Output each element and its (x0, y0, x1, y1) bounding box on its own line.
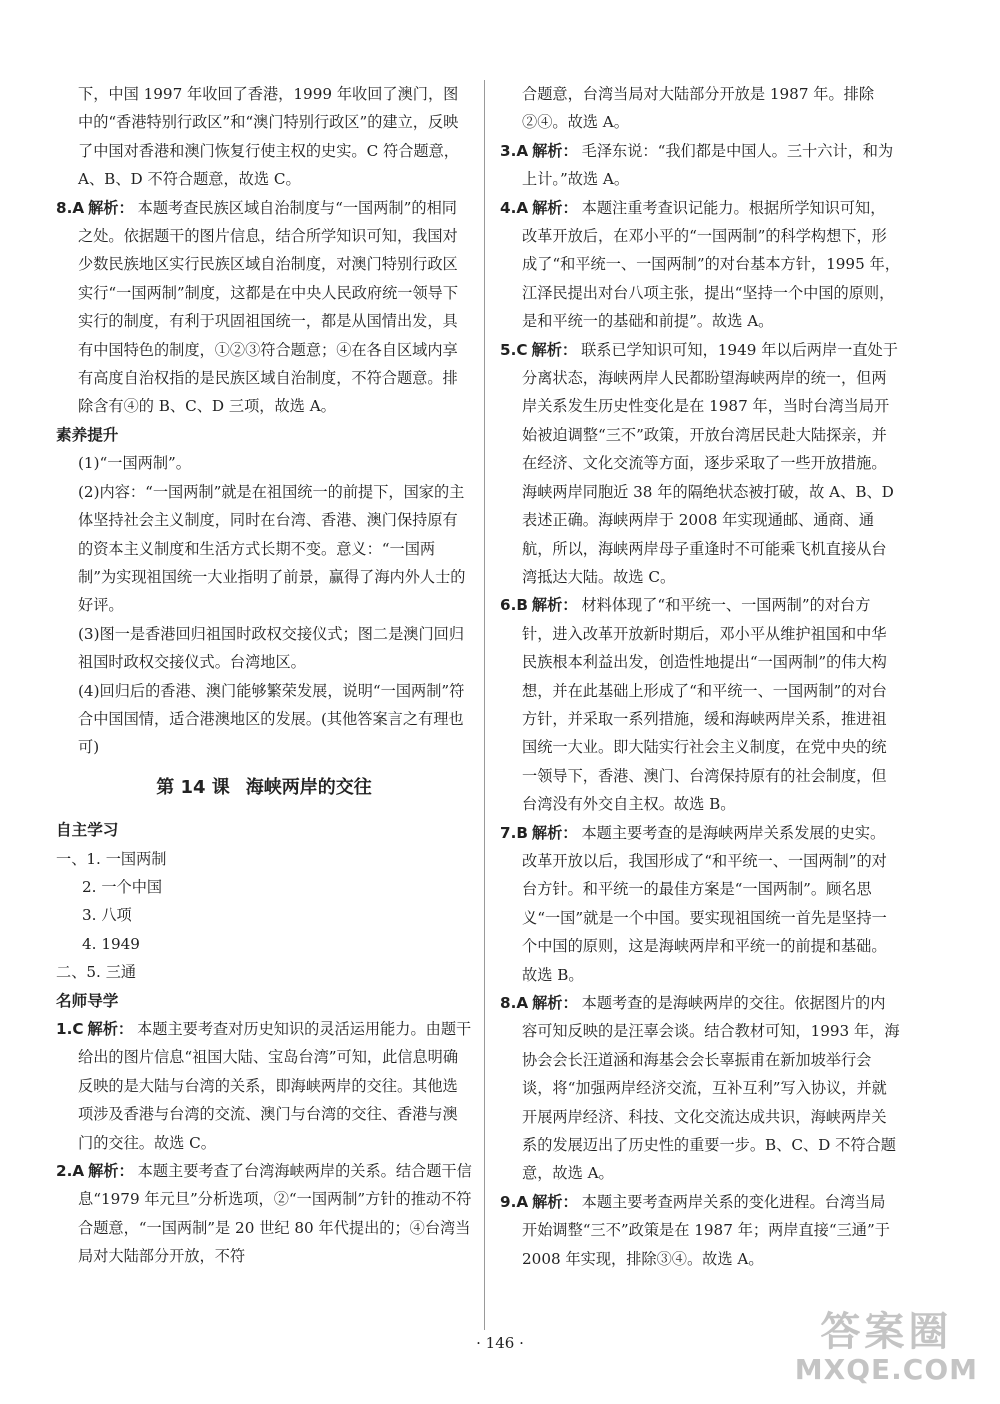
suyang-answer-3: (3)图一是香港回归祖国时政权交接仪式；图二是澳门回归祖国时政权交接仪式。台湾地区。 (78, 624, 465, 672)
item-answer: A (516, 1192, 529, 1211)
analysis-text: 本题考查民族区域自治制度与“一国两制”的相同之处。依据题干的图片信息，结合所学知识可知，我国对少数民族地区实行民族区域自治制度，对澳门特别行政区实行“一国两制”制度，这都是在中央人民政府统一领导下实行的制度，有利于巩固祖国统一，都是从国情出发，具有中国特色的制度，①②③符合题意；④在各自区域内享有高度自治权指的是民族区域自治制度，不符合题意。排除含有④的 B、C、D 三项，故选 A。 (78, 198, 459, 416)
answer-item-2 (56, 1157, 472, 1271)
item-number: 6. (500, 596, 517, 615)
analysis-label: 解析： (532, 1192, 578, 1211)
analysis-label: 解析： (87, 1020, 134, 1038)
watermark-text: 答案圈 (820, 1309, 953, 1355)
suyang-answer-2: (2)内容：“一国两制”就是在祖国统一的前提下，国家的主体坚持社会主义制度，同时在台湾、香港、澳门保持原有的资本主义制度和生活方式长期不变。意义：“一国两制”为实现祖国统一大业指明了前景，赢得了海内外人士的好评。 (78, 482, 466, 615)
item-answer: B (516, 596, 528, 615)
answer-item-8-right (500, 989, 900, 1188)
analysis-text: 本题考查的是海峡两岸的交往。依据图片的内容可知反映的是汪辜会谈。结合教材可知，1993 年，海协会会长汪道涵和海基会会长辜振甫在新加坡举行会谈，将“加强两岸经济交流，互补互利”写入协议，并就开展两岸经济、科技、文化交流达成共识，海峡两岸关系的发展迈出了历史性的重要一步。B、C、D 不符合题意，故选 A。 (522, 994, 900, 1183)
item-number: 9. (500, 1192, 517, 1211)
item-number: 5. (500, 340, 517, 359)
item-number: 7. (500, 823, 517, 842)
right-column (500, 80, 900, 1273)
answer-item-5 (500, 336, 900, 592)
zizhu-answer-5: 二、5. 三通 (56, 963, 137, 982)
zizhu-answer-4: 4. 1949 (82, 934, 140, 953)
left-column (56, 80, 472, 1271)
answer-item-8-left (56, 194, 472, 421)
analysis-label: 解析： (532, 141, 578, 160)
item-answer: A (516, 198, 529, 217)
answer-item-3 (500, 137, 900, 194)
item-answer: A (516, 994, 529, 1012)
answer-item-6 (500, 591, 900, 818)
continued-answer-2: 合题意，台湾当局对大陆部分开放是 1987 年。排除②④。故选 A。 (522, 85, 875, 132)
analysis-text: 本题主要考查的是海峡两岸关系发展的史实。改革开放以后，我国形成了“和平统一、一国两制”的对台方针。和平统一的最佳方案是“一国两制”。顾名思义“一国”就是一个中国。要实现祖国统一首先是坚持一个中国的原则，这是海峡两岸和平统一的前提和基础。故选 B。 (522, 823, 887, 984)
analysis-text: 联系已学知识可知，1949 年以后两岸一直处于分离状态，海峡两岸人民都盼望海峡两岸的统一，但两岸关系发生历史性变化是在 1987 年，当时台湾当局开始被迫调整“三不”政策，开放台湾居民赴大陆探亲，并在经济、文化交流等方面，逐步采取了一些开放措施。海峡两岸同胞近 38 年的隔绝状态被打破，故 A、B、D 表述正确。海峡两岸于 2008 年实现通邮、通商、通航，所以，海峡两岸母子重逢时不可能乘飞机直接从台湾抵达大陆。故选 C。 (522, 340, 898, 586)
item-answer: A (72, 1162, 85, 1181)
page-number: · 146 · (476, 1334, 524, 1352)
analysis-text: 本题主要考查了台湾海峡两岸的关系。结合题干信息“1979 年元旦”分析选项，②“一国两制”方针的推动不符合题意，“一国两制”是 20 世纪 80 年代提出的；④台湾当局对大陆部分开放，不符 (78, 1162, 472, 1266)
section-heading-suyang: 素养提升 (56, 425, 119, 444)
continued-answer-7: 下，中国 1997 年收回了香港，1999 年收回了澳门，图中的“香港特别行政区”和“澳门特别行政区”的建立，反映了中国对香港和澳门恢复行使主权的史实。C 符合题意，A、B、D 不符合题意，故选 C。 (78, 85, 459, 189)
item-number: 1. (56, 1020, 73, 1038)
lesson-name: 海峡两岸的交往 (245, 776, 372, 798)
column-divider (484, 80, 485, 1330)
analysis-text: 本题主要考查对历史知识的灵活运用能力。由题干给出的图片信息“祖国大陆、宝岛台湾”可知，此信息明确反映的是大陆与台湾的关系，即海峡两岸的交往。其他选项涉及香港与台湾的交流、澳门与台湾的交往、香港与澳门的交往。故选 C。 (78, 1020, 472, 1152)
analysis-label: 解析： (532, 198, 578, 217)
item-number: 3. (500, 141, 517, 160)
item-answer: A (516, 141, 529, 160)
item-number: 8. (56, 198, 73, 217)
item-number: 4. (500, 198, 517, 217)
item-number: 2. (56, 1162, 73, 1181)
zizhu-answer-3: 3. 八项 (82, 906, 132, 925)
suyang-answer-4: (4)回归后的香港、澳门能够繁荣发展，说明“一国两制”符合中国国情，适合港澳地区的发展。(其他答案言之有理也可) (78, 681, 465, 757)
item-answer: B (516, 823, 528, 842)
section-heading-zizhu: 自主学习 (56, 821, 119, 840)
answer-item-7 (500, 819, 900, 989)
analysis-text: 本题主要考查两岸关系的变化进程。台湾当局开始调整“三不”政策是在 1987 年；两岸直接“三通”于2008 年实现，排除③④。故选 A。 (522, 1192, 890, 1268)
analysis-label: 解析： (88, 1162, 134, 1181)
item-number: 8. (500, 994, 517, 1012)
analysis-text: 材料体现了“和平统一、一国两制”的对台方针，进入改革开放新时期后，邓小平从维护祖国和中华民族根本利益出发，创造性地提出“一国两制”的伟大构想，并在此基础上形成了“和平统一、一国两制”的对台方针，并采取一系列措施，缓和海峡两岸关系，推进祖国统一大业。即大陆实行社会主义制度，在党中央的统一领导下，香港、澳门、台湾保持原有的社会制度，但台湾没有外交自主权。故选 B。 (522, 596, 887, 814)
analysis-label: 解析： (531, 823, 578, 842)
watermark-url: MXQE.COM (794, 1353, 978, 1386)
item-answer: C (516, 340, 528, 359)
analysis-label: 解析： (531, 596, 578, 615)
zizhu-answer-1: 一、1. 一国两制 (56, 849, 167, 868)
suyang-answer-1: (1)“一国两制”。 (78, 454, 191, 473)
analysis-text: 本题注重考查识记能力。根据所学知识可知，改革开放后，在邓小平的“一国两制”的科学构想下，形成了“和平统一、一国两制”的对台基本方针，1995 年，江泽民提出对台八项主张，提出“坚持一个中国的原则，是和平统一的基础和前提”。故选 A。 (522, 198, 900, 331)
analysis-text: 毛泽东说：“我们都是中国人。三十六计，和为上计。”故选 A。 (522, 141, 894, 189)
answer-item-9 (500, 1188, 900, 1273)
item-answer: C (72, 1020, 84, 1038)
lesson-number: 第 14 课 (156, 776, 230, 798)
zizhu-answer-2: 2. 一个中国 (82, 877, 163, 896)
answer-item-4 (500, 194, 900, 336)
answer-item-1 (56, 1015, 472, 1157)
item-answer: A (72, 198, 85, 217)
analysis-label: 解析： (88, 198, 134, 217)
lesson-title (56, 774, 472, 802)
analysis-label: 解析： (531, 340, 578, 359)
section-heading-mingshi: 名师导学 (56, 991, 119, 1010)
watermark-logo (795, 1310, 978, 1386)
analysis-label: 解析： (532, 994, 578, 1012)
